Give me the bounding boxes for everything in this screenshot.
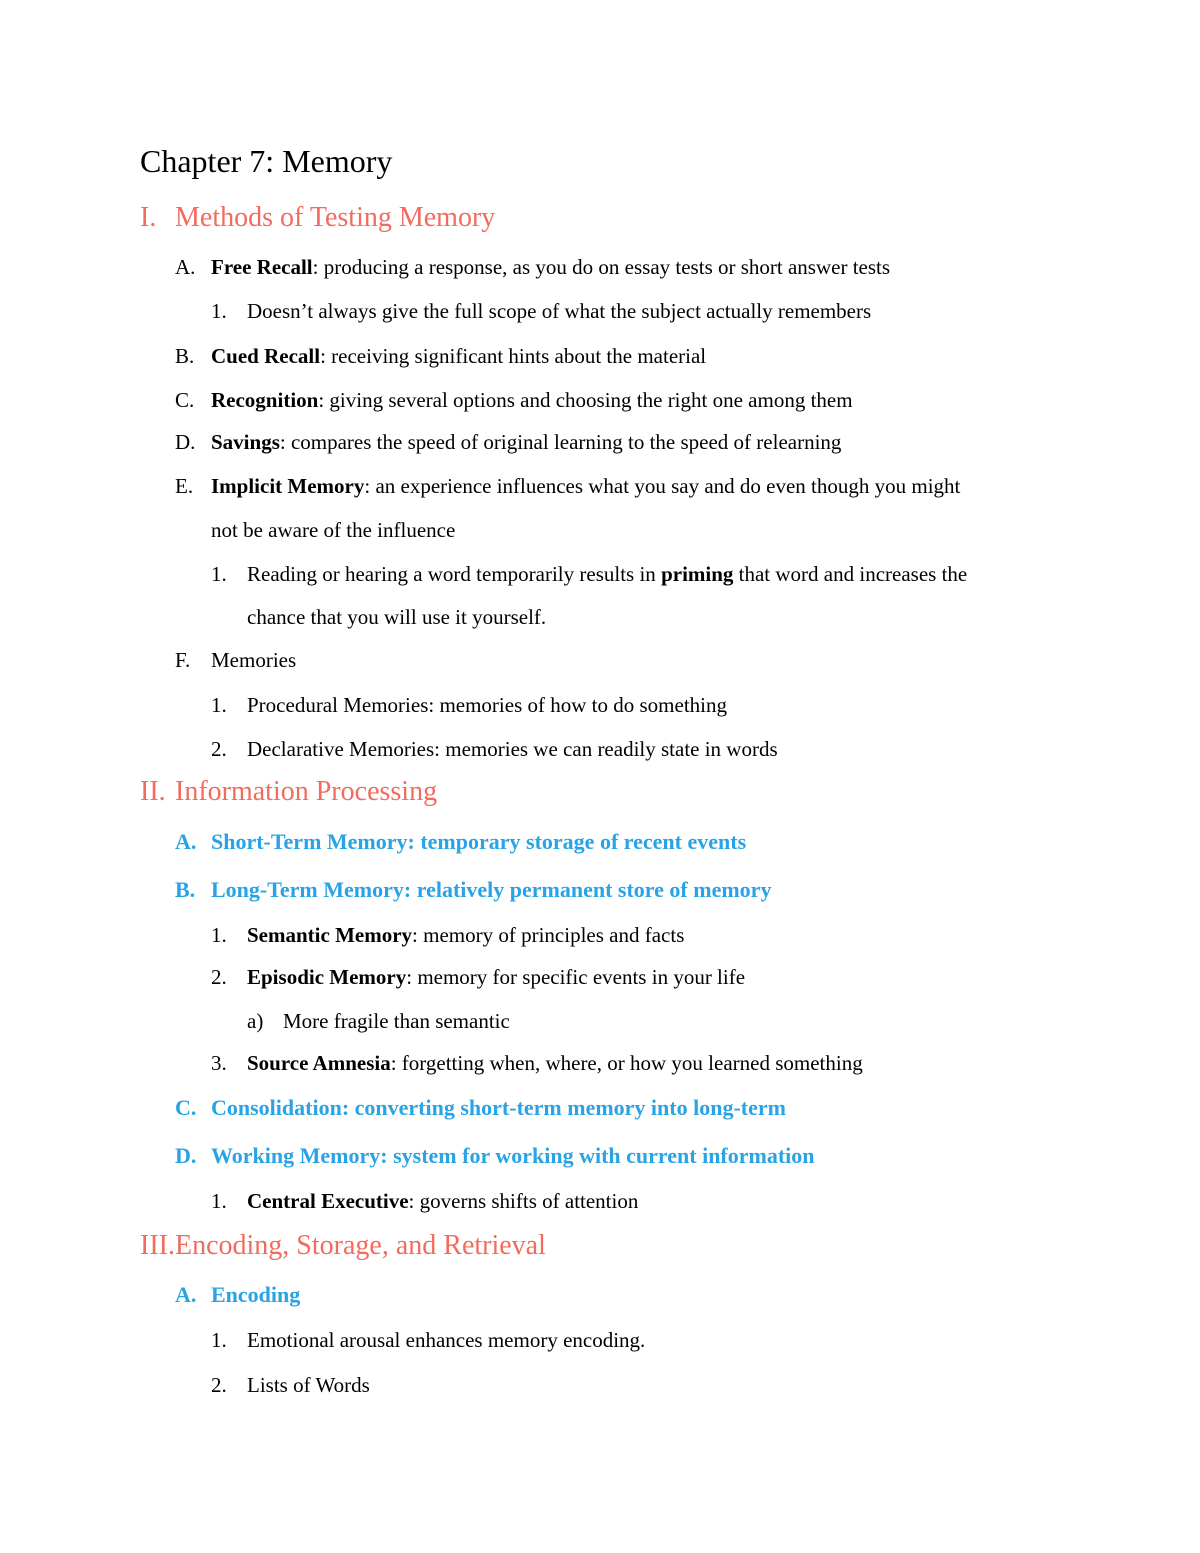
- item-marker: 1.: [211, 923, 227, 947]
- item-marker: a): [247, 1009, 264, 1033]
- page-title: Chapter 7: Memory: [140, 143, 393, 179]
- item-definition: : giving several options and choosing the right one among them: [318, 388, 853, 412]
- item-text: Lists of Words: [247, 1373, 370, 1397]
- item-text: [247, 922, 684, 948]
- section-marker: III.: [140, 1230, 175, 1261]
- item-text: Procedural Memories: memories of how to do something: [247, 693, 727, 717]
- item-text: More fragile than semantic: [283, 1009, 510, 1033]
- item-term: Source Amnesia: [247, 1051, 391, 1075]
- item-marker: E.: [175, 474, 194, 498]
- item-marker: 2.: [211, 965, 227, 989]
- item-text: [211, 473, 960, 499]
- item-text: Memories: [211, 648, 297, 672]
- section-marker: II.: [140, 776, 166, 807]
- item-text-after: that word and increases the: [733, 562, 968, 586]
- item-text: [211, 1094, 786, 1121]
- item-term: Cued Recall: [211, 344, 321, 368]
- item-definition: converting short-term memory into long-term: [349, 1095, 786, 1120]
- item-term: Recognition: [211, 388, 319, 412]
- item-text: [247, 561, 967, 587]
- item-definition: : compares the speed of original learning to the speed of relearning: [279, 430, 842, 454]
- item-marker: C.: [175, 1095, 197, 1120]
- item-term: Savings: [211, 430, 280, 454]
- item-marker: D.: [175, 1143, 197, 1168]
- section-title: Methods of Testing Memory: [175, 202, 496, 233]
- item-marker: 2.: [211, 1373, 227, 1397]
- section-title: Encoding, Storage, and Retrieval: [175, 1230, 546, 1261]
- item-definition: : memory for specific events in your life: [406, 965, 746, 989]
- item-definition: system for working with current information: [387, 1143, 815, 1168]
- section-marker: I.: [140, 202, 157, 233]
- item-text-before: Reading or hearing a word temporarily results in: [247, 562, 662, 586]
- item-marker: B.: [175, 344, 195, 368]
- item-term: Consolidation:: [211, 1095, 350, 1120]
- item-text: [211, 429, 841, 455]
- item-marker: A.: [175, 255, 196, 279]
- item-term: Implicit Memory: [211, 474, 365, 498]
- item-term: Short-Term Memory:: [211, 829, 415, 854]
- item-definition: relatively permanent store of memory: [411, 877, 772, 902]
- item-term: Long-Term Memory:: [211, 877, 412, 902]
- item-text: Encoding: [211, 1282, 301, 1307]
- item-definition: : producing a response, as you do on essay tests or short answer tests: [312, 255, 891, 279]
- item-term: priming: [661, 562, 734, 586]
- item-marker: D.: [175, 430, 196, 454]
- item-continuation: chance that you will use it yourself.: [247, 605, 547, 629]
- item-definition: temporary storage of recent events: [414, 829, 747, 854]
- item-marker: F.: [175, 648, 191, 672]
- item-marker: 3.: [211, 1051, 227, 1075]
- item-marker: C.: [175, 388, 195, 412]
- item-term: Free Recall: [211, 255, 313, 279]
- item-marker: 1.: [211, 693, 227, 717]
- item-text: [211, 254, 890, 280]
- item-marker: B.: [175, 877, 196, 902]
- item-text: [247, 1050, 863, 1076]
- item-text: Doesn’t always give the full scope of what the subject actually remembers: [247, 299, 872, 323]
- item-marker: 1.: [211, 299, 227, 323]
- item-definition: : memory of principles and facts: [412, 923, 685, 947]
- item-definition: : forgetting when, where, or how you learned something: [390, 1051, 863, 1075]
- item-definition: : governs shifts of attention: [408, 1189, 639, 1213]
- section-title: Information Processing: [175, 776, 438, 807]
- item-definition: : receiving significant hints about the material: [320, 344, 707, 368]
- item-text: [211, 876, 771, 903]
- item-text: [211, 343, 706, 369]
- item-marker: A.: [175, 1282, 197, 1307]
- item-text: [247, 1188, 638, 1214]
- item-marker: 1.: [211, 1328, 227, 1352]
- item-definition: : an experience influences what you say and do even though you might: [364, 474, 961, 498]
- item-marker: A.: [175, 829, 197, 854]
- item-term: Semantic Memory: [247, 923, 413, 947]
- item-marker: 1.: [211, 562, 227, 586]
- item-text: [211, 1142, 815, 1169]
- item-term: Episodic Memory: [247, 965, 407, 989]
- item-text: [247, 964, 745, 990]
- item-text: [211, 828, 746, 855]
- item-marker: 1.: [211, 1189, 227, 1213]
- item-text: Emotional arousal enhances memory encoding.: [247, 1328, 646, 1352]
- item-term: Working Memory:: [211, 1143, 388, 1168]
- item-text: Declarative Memories: memories we can readily state in words: [247, 737, 778, 761]
- item-continuation: not be aware of the influence: [211, 518, 456, 542]
- item-text: [211, 387, 853, 413]
- item-term: Central Executive: [247, 1189, 409, 1213]
- item-marker: 2.: [211, 737, 227, 761]
